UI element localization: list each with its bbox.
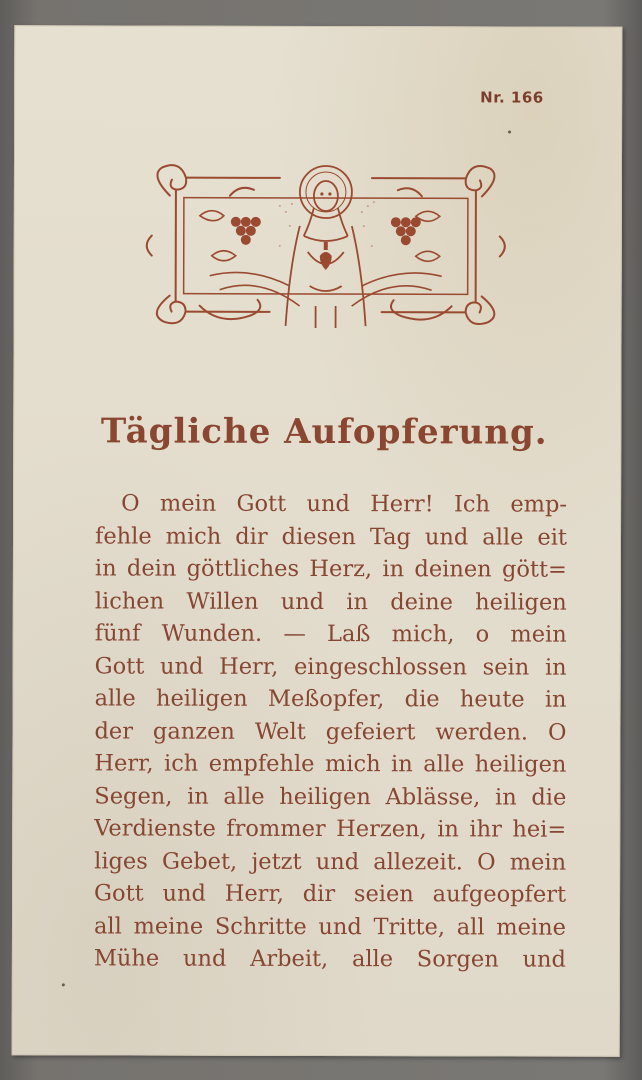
card-number: Nr. 166 <box>480 88 544 107</box>
prayer-line: in dein göttliches Herz, in deinen gött= <box>94 555 567 583</box>
paper-speck <box>508 130 511 133</box>
prayer-line: Segen, in alle heiligen Ablässe, in die <box>94 782 567 811</box>
prayer-line: alle heiligen Meßopfer, die heute in <box>94 685 567 713</box>
paper-speck <box>62 983 65 986</box>
prayer-line: Gott und Herr, eingeschlossen sein in <box>94 652 567 681</box>
prayer-body <box>94 487 567 976</box>
sacred-heart-ornament-icon <box>140 156 512 335</box>
prayer-line: Gott und Herr, dir seien aufgeopfert <box>94 880 567 908</box>
prayer-line: fünf Wunden. — Laß mich, o mein <box>94 620 567 648</box>
card-title: Tägliche Aufopferung. <box>100 411 548 453</box>
prayer-line: Herr, ich empfehle mich in alle heiligen <box>94 750 567 778</box>
prayer-line: O mein Gott und Herr! Ich emp- <box>121 490 568 518</box>
prayer-line: der ganzen Welt gefeiert werden. O <box>94 717 567 746</box>
prayer-line: Verdienste frommer Herzen, in ihr hei= <box>94 815 567 843</box>
prayer-line: lichen Willen und in deine heiligen <box>94 587 567 616</box>
prayer-line: liges Gebet, jetzt und allezeit. O mein <box>94 847 567 876</box>
prayer-line: fehle mich dir diesen Tag und alle eit <box>94 522 568 551</box>
prayer-line: all meine Schritte und Tritte, all meine <box>93 912 566 941</box>
prayer-line: Mühe und Arbeit, alle Sorgen und <box>93 945 566 973</box>
prayer-card <box>12 25 623 1057</box>
